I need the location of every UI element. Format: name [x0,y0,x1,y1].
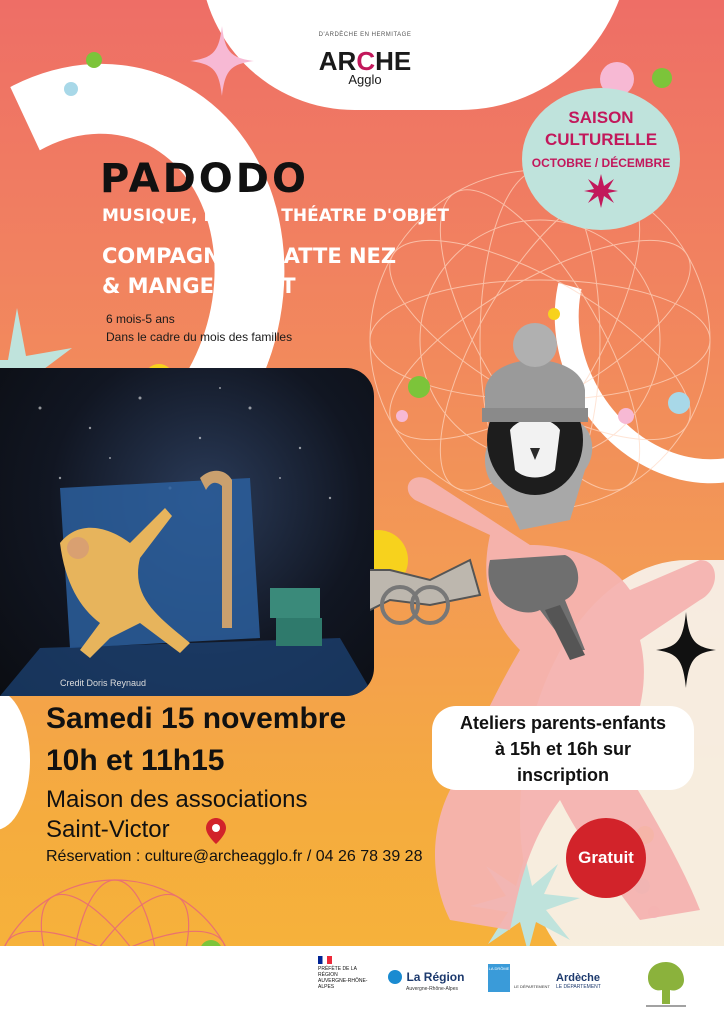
season-burst-icon [584,174,618,208]
season-badge [522,88,680,230]
event-town: Saint-Victor [46,816,170,843]
event-venue: Maison des associations [46,786,308,813]
logo-name-part3: HE [375,46,412,76]
logo-name-part1: AR [318,46,357,76]
season-line1: SAISON [568,108,634,127]
logo-tagline: D'ARDÈCHE EN HERMITAGE [318,32,412,38]
reservation-info: Réservation : culture@archeagglo.fr / 04 26 78 39 28 [46,848,423,865]
ardeche-name: Ardèche [556,972,601,984]
prefet-flag-icon [318,956,332,964]
drome-sub: LE DÉPARTEMENT [514,984,550,989]
dot-green [86,52,102,68]
workshop-box [432,706,694,790]
company-line1: COMPAGNIE GRATTE NEZ [102,244,397,268]
season-line2: CULTURELLE [544,130,658,149]
stage-scene-illustration [0,368,374,696]
penguin-dancer-illustration [370,320,724,946]
show-photo [0,368,374,696]
dot-green-2 [652,68,672,88]
show-title: PADODO [100,156,310,202]
event-date: Samedi 15 novembre [46,702,347,735]
workshop-line1: Ateliers parents-enfants [459,713,667,733]
ardeche-logo [556,972,601,990]
company-line2: & MANGE DOIGT [102,274,296,298]
drome-logo [488,964,550,992]
region-logo [388,968,464,992]
drome-box [488,964,510,992]
age-range: 6 mois-5 ans [106,312,175,326]
region-name: La Région [406,969,465,984]
ardeche-sub: LE DÉPARTEMENT [556,984,601,990]
logo-sub: Agglo [348,72,382,87]
arche-agglo-logo [310,32,420,87]
prefet-logo [318,956,368,990]
logo-name-part2: C [356,46,376,76]
prefet-text: PRÉFÈTE DE LA RÉGION AUVERGNE-RHÔNE-ALPES [318,966,368,990]
show-genre: MUSIQUE, DANSE, THÉATRE D'OBJET [102,206,450,226]
price-badge [566,818,646,898]
event-times: 10h et 11h15 [46,744,225,777]
partner-logo-bar [0,946,724,1024]
workshop-line3: inscription [516,765,609,785]
pink-sparkle-icon [190,26,254,96]
season-line3: OCTOBRE / DÉCEMBRE [531,156,671,170]
region-sub: Auvergne-Rhône-Alpes [406,986,458,992]
left-white-shape [0,690,30,830]
region-icon [388,970,402,984]
location-pin-icon [206,818,226,844]
hermitage-tree-logo-icon [640,956,692,1012]
context-text: Dans le cadre du mois des familles [106,330,293,344]
photo-credit: Credit Doris Reynaud [60,678,147,688]
workshop-line2: à 15h et 16h sur [494,739,632,759]
dot-blue [64,82,78,96]
price-label: Gratuit [578,848,634,867]
drome-name: LA DRÔME [488,966,510,971]
dot-yellow-2 [548,308,560,320]
